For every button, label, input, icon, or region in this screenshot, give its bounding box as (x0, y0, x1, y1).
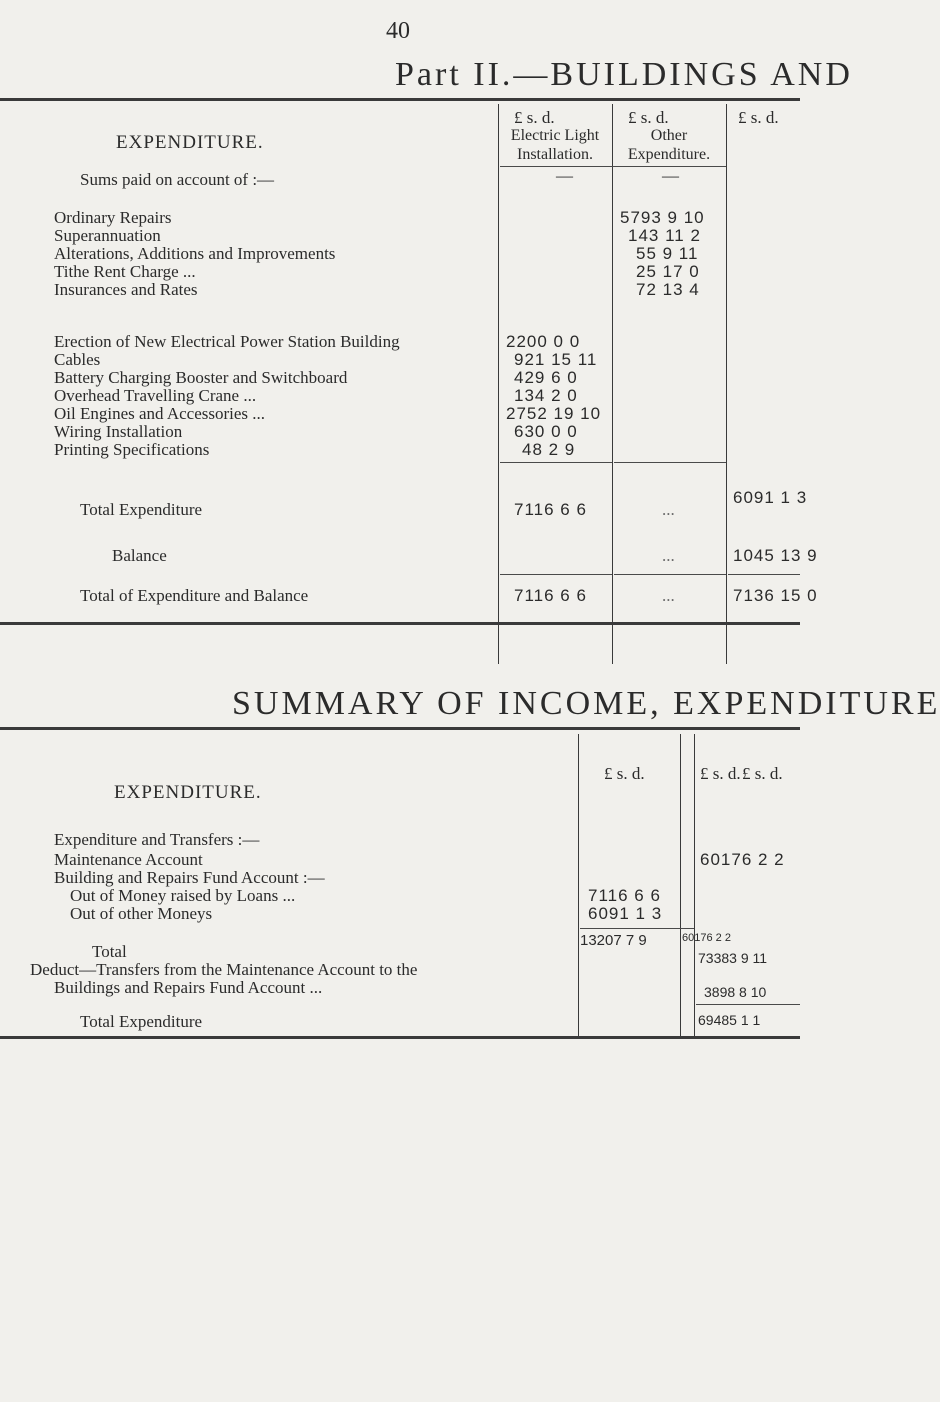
row-label: Overhead Travelling Crane ... (54, 386, 257, 405)
subtotal-rule (614, 462, 726, 463)
col-divider-3 (694, 734, 695, 1036)
row-col2-value: 72 13 4 (636, 280, 700, 299)
col2-currency-header: £ s. d. (700, 764, 741, 783)
row-col1-value: 921 15 11 (514, 350, 598, 369)
row-label: Insurances and Rates (54, 280, 198, 299)
col-divider-2 (612, 104, 613, 664)
row-label: Ordinary Repairs (54, 208, 172, 227)
total-col3-value: 6091 1 3 (733, 488, 808, 507)
total-col2-value: 60176 2 2 (682, 932, 731, 944)
table1-bottom-rule (0, 622, 800, 625)
row-label: Wiring Installation (54, 422, 183, 441)
deduct-label-continued: Buildings and Repairs Fund Account ... (54, 978, 323, 997)
col1-dash: — (556, 166, 573, 185)
total-col2-ellipsis: ... (662, 500, 675, 519)
summary-title: SUMMARY OF INCOME, EXPENDITURE (232, 685, 940, 722)
col-divider-1 (498, 104, 499, 664)
row-label: Maintenance Account (54, 850, 203, 869)
row-label: Cables (54, 350, 101, 369)
col-divider-1 (578, 734, 579, 1036)
total-col1-value: 7116 6 6 (514, 500, 587, 519)
row-label: Erection of New Electrical Power Station Building (54, 332, 400, 351)
row-col2-value: 5793 9 10 (620, 208, 705, 227)
row-col2-value: 25 17 0 (636, 262, 700, 281)
grand-rule (696, 1004, 800, 1005)
col1-currency-header: £ s. d. (514, 108, 555, 127)
row-label: Out of Money raised by Loans ... (70, 886, 296, 905)
col3-currency-header: £ s. d. (738, 108, 779, 127)
row-col2-value: 143 11 2 (628, 226, 701, 245)
col3-currency-header: £ s. d. (742, 764, 783, 783)
grand-total-col1-value: 7116 6 6 (514, 586, 587, 605)
summary-bottom-rule (0, 1036, 800, 1039)
row-label: Tithe Rent Charge ... (54, 262, 196, 281)
col2-dash: — (662, 166, 679, 185)
balance-col3-value: 1045 13 9 (733, 546, 818, 565)
row-col1-value: 630 0 0 (514, 422, 578, 441)
row-label: Battery Charging Booster and Switchboard (54, 368, 348, 387)
row-col1-value: 429 6 0 (514, 368, 578, 387)
col-divider-3 (726, 104, 727, 664)
table2-intro: Expenditure and Transfers :— (54, 830, 260, 849)
subtotal-rule (580, 928, 694, 929)
row-col2-value: 60176 2 2 (700, 850, 785, 869)
row-col1-value: 7116 6 6 (588, 886, 661, 905)
total-expenditure-label: Total Expenditure (80, 1012, 203, 1031)
grand-rule (728, 574, 800, 575)
row-col1-value: 134 2 0 (514, 386, 578, 405)
grand-total-col2-ellipsis: ... (662, 586, 675, 605)
summary-top-rule (0, 727, 800, 730)
table1-subheading: Sums paid on account of :— (80, 170, 275, 189)
table1-heading: EXPENDITURE. (116, 132, 264, 153)
header-rule (500, 166, 726, 167)
subtotal-rule (500, 462, 612, 463)
row-label: Out of other Moneys (70, 904, 213, 923)
row-label: Alterations, Additions and Improvements (54, 244, 336, 263)
grand-total-col3-value: 69485 1 1 (698, 1012, 761, 1028)
row-col1-value: 2200 0 0 (506, 332, 581, 351)
table2-heading: EXPENDITURE. (114, 782, 262, 803)
balance-col2-ellipsis: ... (662, 546, 675, 565)
grand-rule (500, 574, 612, 575)
total-col1-value: 13207 7 9 (580, 932, 647, 949)
row-label: Oil Engines and Accessories ... (54, 404, 266, 423)
row-col1-value: 48 2 9 (522, 440, 576, 459)
deduct-col3-value: 3898 8 10 (704, 984, 767, 1000)
col1-label: Electric Light Installation. (510, 127, 600, 163)
page-number: 40 (386, 18, 410, 44)
row-label: Building and Repairs Fund Account :— (54, 868, 325, 887)
row-label: Superannuation (54, 226, 161, 245)
top-rule (0, 98, 800, 101)
col1-currency-header: £ s. d. (604, 764, 645, 783)
col2-currency-header: £ s. d. (628, 108, 669, 127)
grand-total-label: Total of Expenditure and Balance (80, 586, 309, 605)
col2-label: Other Expenditure. (627, 127, 711, 163)
col-divider-2 (680, 734, 681, 1036)
part-title: Part II.—BUILDINGS AND (395, 56, 853, 93)
total-col3-value: 73383 9 11 (698, 950, 768, 966)
row-col1-value: 6091 1 3 (588, 904, 663, 923)
row-col1-value: 2752 19 10 (506, 404, 602, 423)
grand-rule (614, 574, 726, 575)
row-col2-value: 55 9 11 (636, 244, 699, 263)
row-label: Printing Specifications (54, 440, 210, 459)
total-label: Total (92, 942, 127, 961)
balance-label: Balance (112, 546, 167, 565)
deduct-label: Deduct—Transfers from the Maintenance Account to the (30, 960, 418, 979)
total-expenditure-label: Total Expenditure (80, 500, 203, 519)
grand-total-col3-value: 7136 15 0 (733, 586, 818, 605)
